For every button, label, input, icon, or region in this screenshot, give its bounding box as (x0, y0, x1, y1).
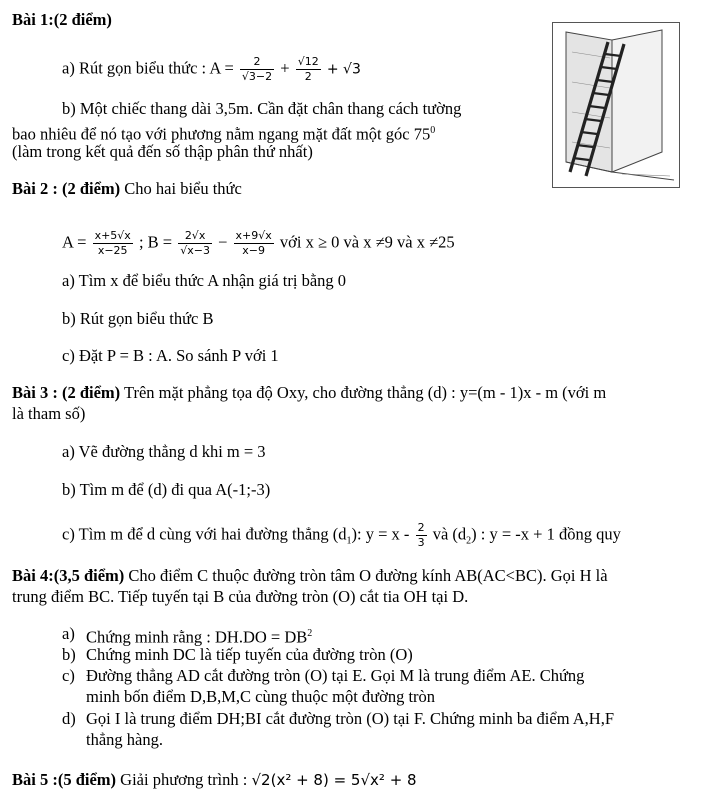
bai3-intro1: Trên mặt phẳng tọa độ Oxy, cho đường thẳng (d) : y=(m - 1)x - m (với m (120, 383, 607, 402)
bai4-a-text-wrap (86, 624, 312, 648)
bai3-c-end: ) : y = -x + 1 đồng quy (471, 524, 621, 544)
bai2-c: c) Đặt P = B : A. So sánh P với 1 (62, 346, 279, 365)
bai4-d-label: d) (62, 709, 76, 728)
bai2-A-label: A = (62, 232, 87, 252)
bai2-title: Bài 2 : (2 điểm) (12, 179, 121, 198)
bai2-A-fraction (93, 229, 133, 258)
bai3-c-numerator: 2 (417, 521, 425, 534)
bai4-intro1: Cho điểm C thuộc đường tròn tâm O đường kính AB(AC<BC). Gọi H là (124, 566, 608, 585)
bai1-a-fraction-2 (296, 55, 321, 84)
bai3-c-mid: ): y = x - (351, 524, 410, 544)
bai4-a (62, 624, 313, 647)
bai2-a: a) Tìm x để biểu thức A nhận giá trị bằng 0 (62, 271, 347, 290)
bai1-b-degree: 0 (430, 125, 436, 136)
bai4-d (62, 709, 615, 729)
bai4-c-label: c) (62, 666, 75, 685)
bai1-b-line1: b) Một chiếc thang dài 3,5m. Cần đặt chân thang cách tường (62, 99, 462, 118)
bai4-heading (12, 566, 608, 586)
bai4-d-line1: Gọi I là trung điểm DH;BI cắt đường tròn (O) tại F. Chứng minh ba điểm A,H,F (86, 709, 615, 728)
bai3-intro2: là tham số) (12, 404, 86, 423)
bai3-a: a) Vẽ đường thẳng d khi m = 3 (62, 442, 266, 461)
bai1-b-line2-text: bao nhiêu để nó tạo với phương nằm ngang mặt đất một góc 75 (12, 124, 431, 144)
bai3-c-mid2: và (d (428, 524, 467, 544)
bai1-a-f2-denominator: 2 (296, 69, 321, 84)
bai2-B1-numerator: 2√x (184, 229, 206, 242)
bai1-title: Bài 1:(2 điểm) (12, 10, 112, 29)
bai1-a-plus: + (280, 58, 290, 78)
bai3-c-sub2: 2 (466, 535, 472, 547)
bai1-a-text: a) Rút gọn biểu thức : A = (62, 58, 234, 78)
bai4-c (62, 666, 585, 686)
bai2-b: b) Rút gọn biểu thức B (62, 309, 214, 328)
bai2-B-label: ; B = (138, 232, 173, 252)
bai3-c (62, 521, 621, 552)
bai2-heading (12, 179, 242, 199)
bai4-title: Bài 4:(3,5 điểm) (12, 566, 125, 585)
bai3-c-fraction (416, 521, 427, 550)
bai4-a-text: Chứng minh rằng : DH.DO = DB (86, 627, 308, 647)
bai2-A-denominator: x−25 (93, 243, 133, 258)
bai4-a-label: a) (62, 624, 75, 643)
bai4-b-text: Chứng minh DC là tiếp tuyến của đường tròn (O) (86, 645, 413, 664)
bai2-minus: − (218, 232, 228, 252)
bai2-expressions (62, 229, 455, 258)
bai2-condition: với x ≥ 0 và x ≠9 và x ≠25 (279, 232, 455, 252)
bai4-a-sup: 2 (307, 628, 313, 639)
bai1-a-f2-numerator: √12 (297, 55, 319, 68)
bai1-a-fraction-1 (240, 55, 274, 84)
bai2-intro: Cho hai biểu thức (120, 179, 242, 198)
bai4-d-line2: thẳng hàng. (86, 730, 163, 749)
bai2-B2-denominator: x−9 (234, 243, 274, 258)
bai1-a-f1-denominator: √3−2 (241, 70, 273, 83)
bai3-c-pre: c) Tìm m để d cùng với hai đường thẳng (d (62, 524, 347, 544)
bai1-a-f1-numerator: 2 (253, 55, 261, 68)
bai5-title: Bài 5 :(5 điểm) (12, 770, 117, 789)
bai4-intro2: trung điểm BC. Tiếp tuyến tại B của đường tròn (O) cắt tia OH tại D. (12, 587, 469, 606)
bai2-B2-numerator: x+9√x (235, 229, 272, 242)
bai4-b (62, 645, 413, 665)
bai3-c-denominator: 3 (417, 536, 425, 549)
ladder-against-wall-icon (552, 22, 680, 188)
bai3-heading (12, 383, 606, 403)
bai3-c-sub1: 1 (346, 535, 352, 547)
bai5-equation: √2(x² + 8) = 5√x² + 8 (251, 771, 417, 789)
bai2-B1-denominator: √x−3 (180, 244, 210, 257)
bai2-B-fraction-1 (178, 229, 212, 258)
bai3-title: Bài 3 : (2 điểm) (12, 383, 121, 402)
bai5-line (12, 770, 417, 790)
bai4-b-label: b) (62, 645, 76, 664)
bai4-c-line1: Đường thẳng AD cắt đường tròn (O) tại E. Gọi M là trung điểm AE. Chứng (86, 666, 585, 685)
bai1-b-line3: (làm trong kết quả đến số thập phân thứ nhất) (12, 142, 313, 161)
bai2-A-numerator: x+5√x (94, 229, 131, 242)
bai2-B-fraction-2 (234, 229, 274, 258)
bai3-b: b) Tìm m để (d) đi qua A(-1;-3) (62, 480, 271, 499)
bai1-a-tail: + √3 (326, 61, 361, 78)
bai4-c-line2: minh bốn điểm D,B,M,C cùng thuộc một đường tròn (86, 687, 436, 706)
bai5-text: Giải phương trình : (116, 770, 248, 789)
bai1-a (62, 55, 361, 84)
bai1-b-line2 (12, 121, 435, 145)
